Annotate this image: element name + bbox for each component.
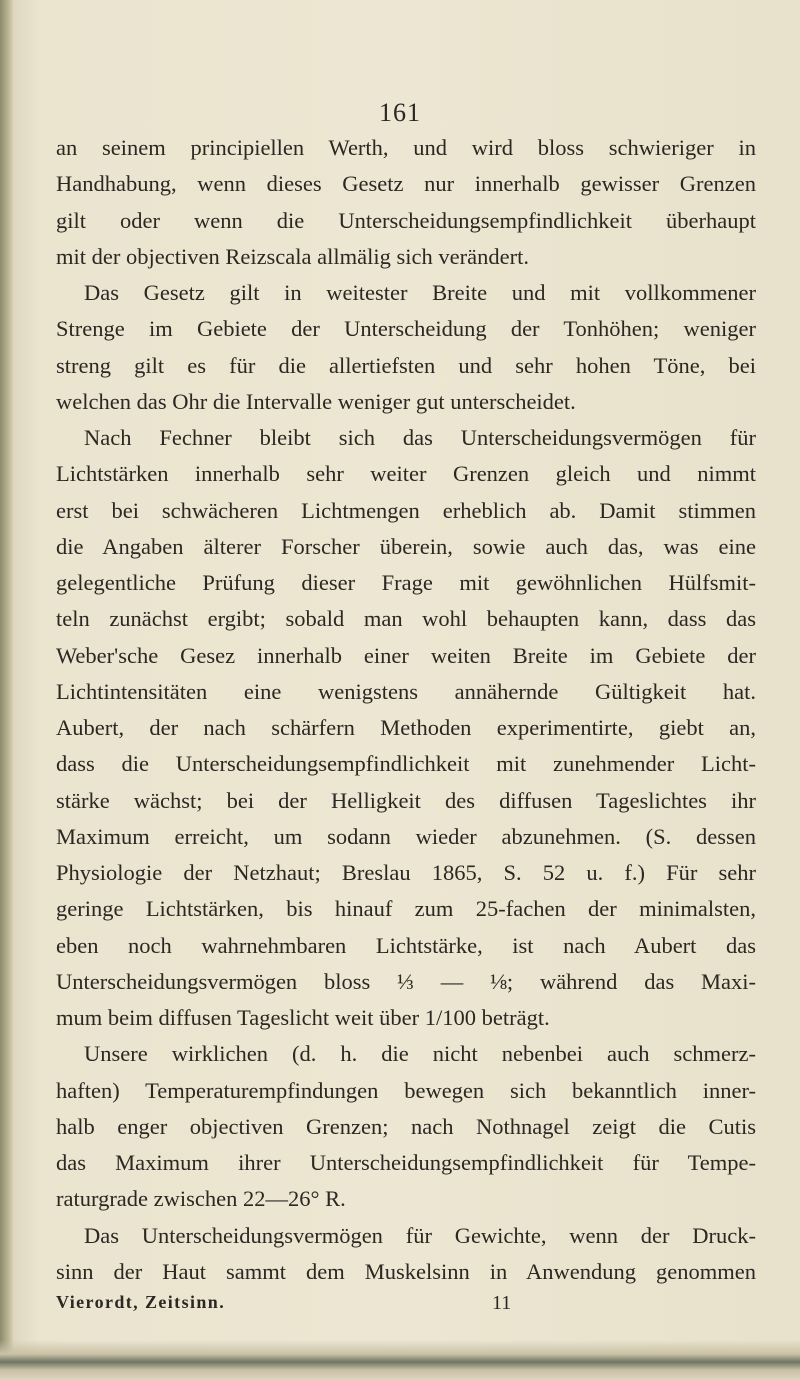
text-line: Physiologie der Netzhaut; Breslau 1865, S. 52 u. f.) Für sehr bbox=[56, 860, 756, 885]
text-line: Weber'sche Gesez innerhalb einer weiten Breite im Gebiete der bbox=[56, 642, 756, 668]
text-line: haften) Temperaturempfindungen bewegen sich bekanntlich inner- bbox=[56, 1077, 756, 1103]
text-line: mit der objectiven Reizscala allmälig sich verändert. bbox=[56, 243, 529, 269]
text-line: erst bei schwächeren Lichtmengen erheblich ab. Damit stimmen bbox=[56, 497, 756, 523]
text-line: gelegentliche Prüfung dieser Frage mit gewöhnlichen Hülfsmit- bbox=[56, 570, 756, 595]
text-line: Handhabung, wenn dieses Gesetz nur innerhalb gewisser Grenzen bbox=[56, 171, 756, 197]
footer-sheet-number: 11 bbox=[492, 1292, 512, 1314]
text-line: Strenge im Gebiete der Unterscheidung der Tonhöhen; weniger bbox=[56, 316, 756, 342]
text-line: Nach Fechner bleibt sich das Unterscheidungsvermögen für bbox=[84, 425, 756, 450]
text-line: Das Gesetz gilt in weitester Breite und mit vollkommener bbox=[84, 280, 756, 305]
text-line: welchen das Ohr die Intervalle weniger gut unterscheidet. bbox=[56, 388, 576, 414]
book-spine-shadow bbox=[0, 0, 14, 1380]
text-line: geringe Lichtstärken, bis hinauf zum 25-fachen der minimalsten, bbox=[56, 896, 756, 922]
body-text bbox=[56, 130, 756, 1290]
text-line: Aubert, der nach schärfern Methoden experimentirte, giebt an, bbox=[56, 715, 756, 740]
text-line: Maximum erreicht, um sodann wieder abzunehmen. (S. dessen bbox=[56, 823, 756, 849]
text-line: halb enger objectiven Grenzen; nach Nothnagel zeigt die Cutis bbox=[56, 1113, 756, 1139]
text-line: dass die Unterscheidungsempfindlichkeit mit zunehmender Licht- bbox=[56, 751, 756, 777]
text-line: an seinem principiellen Werth, und wird bloss schwieriger in bbox=[56, 135, 756, 160]
text-line: mum beim diffusen Tageslicht weit über 1/100 beträgt. bbox=[56, 1005, 550, 1030]
text-line: Lichtstärken innerhalb sehr weiter Grenzen gleich und nimmt bbox=[56, 461, 756, 487]
page-bottom-edge bbox=[0, 1340, 800, 1380]
footer-signature: Vierordt, Zeitsinn. bbox=[56, 1292, 226, 1312]
text-line: die Angaben älterer Forscher überein, sowie auch das, was eine bbox=[56, 533, 756, 559]
text-line: Unsere wirklichen (d. h. die nicht nebenbei auch schmerz- bbox=[84, 1041, 756, 1067]
text-line: streng gilt es für die allertiefsten und sehr hohen Töne, bei bbox=[56, 352, 756, 378]
page-footer bbox=[56, 1292, 756, 1322]
text-line: eben noch wahrnehmbaren Lichtstärke, ist nach Aubert das bbox=[56, 932, 756, 958]
text-line: das Maximum ihrer Unterscheidungsempfindlichkeit für Tempe- bbox=[56, 1150, 756, 1175]
text-line: raturgrade zwischen 22—26° R. bbox=[56, 1186, 346, 1212]
text-line: teln zunächst ergibt; sobald man wohl behaupten kann, dass das bbox=[56, 606, 756, 632]
page-number: 161 bbox=[379, 98, 421, 127]
text-line: gilt oder wenn die Unterscheidungsempfindlichkeit überhaupt bbox=[56, 207, 756, 233]
text-line: stärke wächst; bei der Helligkeit des diffusen Tageslichtes ihr bbox=[56, 787, 756, 813]
text-line: sinn der Haut sammt dem Muskelsinn in Anwendung genommen bbox=[56, 1258, 756, 1284]
text-line: Lichtintensitäten eine wenigstens annähernde Gültigkeit hat. bbox=[56, 678, 756, 704]
text-line: Unterscheidungsvermögen bloss ⅓ — ⅛; während das Maxi- bbox=[56, 968, 756, 994]
text-line: Das Unterscheidungsvermögen für Gewichte, wenn der Druck- bbox=[84, 1222, 756, 1248]
